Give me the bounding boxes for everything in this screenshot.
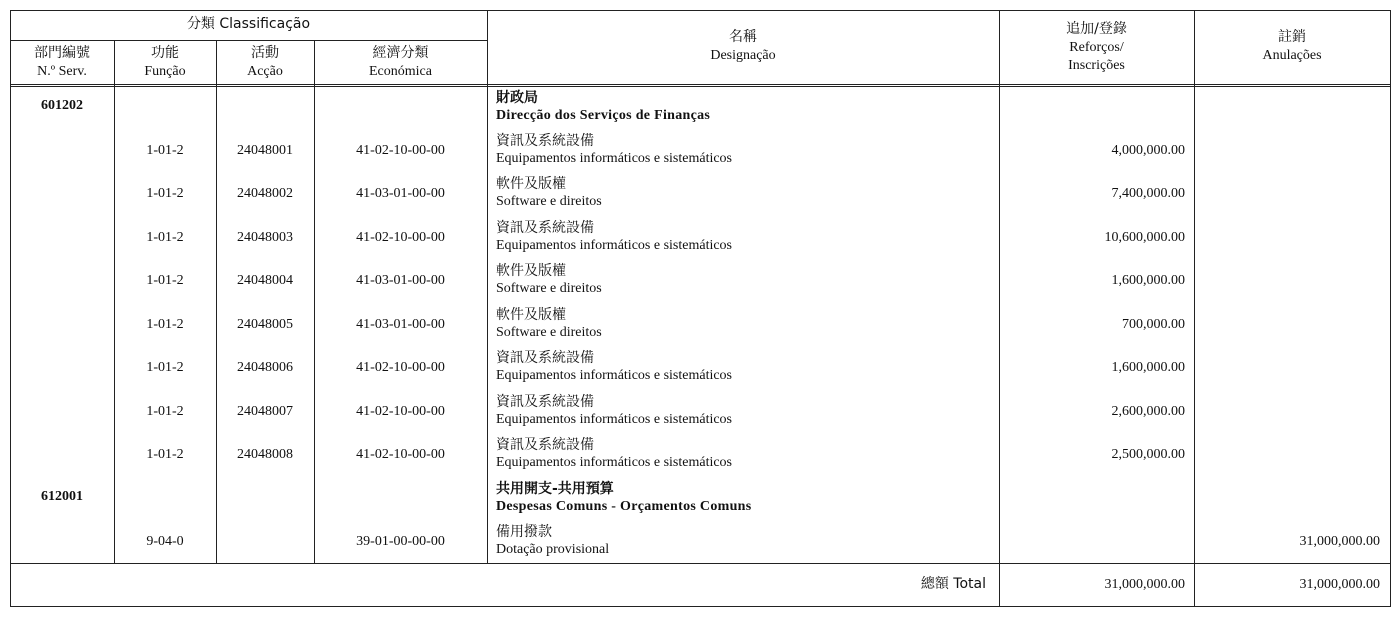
- cell-reforcos: 1,600,000.00: [1111, 273, 1185, 288]
- header-funcao-pt: Função: [144, 64, 186, 79]
- cell-designacao-pt: Direcção dos Serviços de Finanças: [496, 108, 711, 123]
- cell-accao: 24048003: [237, 230, 293, 245]
- cell-funcao: 1-01-2: [146, 317, 184, 332]
- cell-servico: 601202: [41, 98, 83, 113]
- header-accao-zh: 活動: [251, 45, 279, 61]
- total-reforcos: 31,000,000.00: [1104, 577, 1185, 592]
- header-bottom-border-double: [10, 86, 1390, 87]
- cell-economica: 41-02-10-00-00: [356, 230, 445, 245]
- cell-reforcos: 7,400,000.00: [1111, 186, 1185, 201]
- cell-accao: 24048007: [237, 404, 293, 419]
- cell-accao: 24048002: [237, 186, 293, 201]
- col-divider-designacao: [999, 10, 1000, 607]
- cell-designacao-pt: Software e direitos: [496, 194, 602, 209]
- cell-funcao: 1-01-2: [146, 143, 184, 158]
- cell-designacao-zh: 財政局: [496, 90, 538, 106]
- cell-designacao-pt: Despesas Comuns - Orçamentos Comuns: [496, 499, 752, 514]
- cell-funcao: 1-01-2: [146, 404, 184, 419]
- cell-designacao-zh: 資訊及系統設備: [496, 437, 594, 453]
- cell-designacao-pt: Equipamentos informáticos e sistemáticos: [496, 151, 733, 166]
- col-divider-reforcos: [1194, 10, 1195, 607]
- cell-designacao-zh: 軟件及版權: [496, 307, 566, 323]
- header-designacao-pt: Designação: [710, 48, 776, 63]
- cell-funcao: 1-01-2: [146, 360, 184, 375]
- header-anulacoes-pt: Anulações: [1262, 48, 1322, 63]
- table-right-border: [1390, 10, 1391, 607]
- header-economica-pt: Económica: [369, 64, 432, 79]
- header-classificacao: 分類 Classificação: [186, 16, 311, 32]
- header-funcao-zh: 功能: [151, 45, 179, 61]
- total-anulacoes: 31,000,000.00: [1299, 577, 1380, 592]
- header-bottom-border: [10, 84, 1390, 85]
- cell-economica: 39-01-00-00-00: [356, 534, 445, 549]
- cell-servico: 612001: [41, 489, 83, 504]
- header-servico-pt: N.º Serv.: [37, 64, 87, 79]
- total-label: 總額 Total: [920, 576, 986, 592]
- cell-funcao: 1-01-2: [146, 186, 184, 201]
- header-reforcos-pt2: Inscrições: [1068, 58, 1125, 73]
- cell-economica: 41-02-10-00-00: [356, 143, 445, 158]
- cell-designacao-zh: 共用開支-共用預算: [496, 481, 614, 497]
- col-divider-servico: [114, 40, 115, 563]
- cell-reforcos: 2,500,000.00: [1111, 447, 1185, 462]
- cell-accao: 24048001: [237, 143, 293, 158]
- cell-designacao-pt: Equipamentos informáticos e sistemáticos: [496, 238, 733, 253]
- cell-designacao-zh: 資訊及系統設備: [496, 394, 594, 410]
- cell-economica: 41-02-10-00-00: [356, 360, 445, 375]
- cell-reforcos: 700,000.00: [1122, 317, 1185, 332]
- cell-designacao-pt: Dotação provisional: [496, 542, 610, 557]
- cell-economica: 41-03-01-00-00: [356, 186, 445, 201]
- cell-designacao-zh: 備用撥款: [496, 524, 552, 540]
- cell-economica: 41-03-01-00-00: [356, 317, 445, 332]
- header-accao-pt: Acção: [247, 64, 283, 79]
- cell-accao: 24048005: [237, 317, 293, 332]
- cell-funcao: 1-01-2: [146, 230, 184, 245]
- cell-designacao-pt: Equipamentos informáticos e sistemáticos: [496, 455, 733, 470]
- cell-designacao-pt: Equipamentos informáticos e sistemáticos: [496, 412, 733, 427]
- col-divider-accao: [314, 40, 315, 563]
- cell-reforcos: 1,600,000.00: [1111, 360, 1185, 375]
- col-divider-funcao: [216, 40, 217, 563]
- cell-funcao: 1-01-2: [146, 447, 184, 462]
- cell-accao: 24048004: [237, 273, 293, 288]
- cell-reforcos: 10,600,000.00: [1104, 230, 1185, 245]
- header-anulacoes-zh: 註銷: [1278, 29, 1306, 45]
- cell-funcao: 1-01-2: [146, 273, 184, 288]
- cell-economica: 41-02-10-00-00: [356, 447, 445, 462]
- cell-designacao-pt: Equipamentos informáticos e sistemáticos: [496, 368, 733, 383]
- cell-economica: 41-03-01-00-00: [356, 273, 445, 288]
- header-economica-zh: 經濟分類: [372, 45, 429, 61]
- cell-accao: 24048008: [237, 447, 293, 462]
- classification-divider: [10, 40, 487, 41]
- cell-designacao-pt: Software e direitos: [496, 325, 602, 340]
- cell-designacao-zh: 軟件及版權: [496, 176, 566, 192]
- header-designacao-zh: 名稱: [729, 29, 757, 45]
- header-servico-zh: 部門編號: [34, 45, 90, 61]
- header-reforcos-pt1: Reforços/: [1069, 40, 1124, 55]
- cell-designacao-zh: 資訊及系統設備: [496, 350, 594, 366]
- header-reforcos-zh: 追加/登錄: [1066, 21, 1127, 37]
- table-top-border: [10, 10, 1390, 11]
- cell-designacao-zh: 資訊及系統設備: [496, 220, 594, 236]
- cell-designacao-pt: Software e direitos: [496, 281, 602, 296]
- cell-anulacoes: 31,000,000.00: [1299, 534, 1380, 549]
- cell-reforcos: 2,600,000.00: [1111, 404, 1185, 419]
- table-bottom-border: [10, 606, 1390, 607]
- cell-designacao-zh: 資訊及系統設備: [496, 133, 594, 149]
- cell-designacao-zh: 軟件及版權: [496, 263, 566, 279]
- cell-reforcos: 4,000,000.00: [1111, 143, 1185, 158]
- cell-accao: 24048006: [237, 360, 293, 375]
- cell-funcao: 9-04-0: [146, 534, 184, 549]
- total-top-border: [10, 563, 1390, 564]
- cell-economica: 41-02-10-00-00: [356, 404, 445, 419]
- col-divider-economica: [487, 10, 488, 563]
